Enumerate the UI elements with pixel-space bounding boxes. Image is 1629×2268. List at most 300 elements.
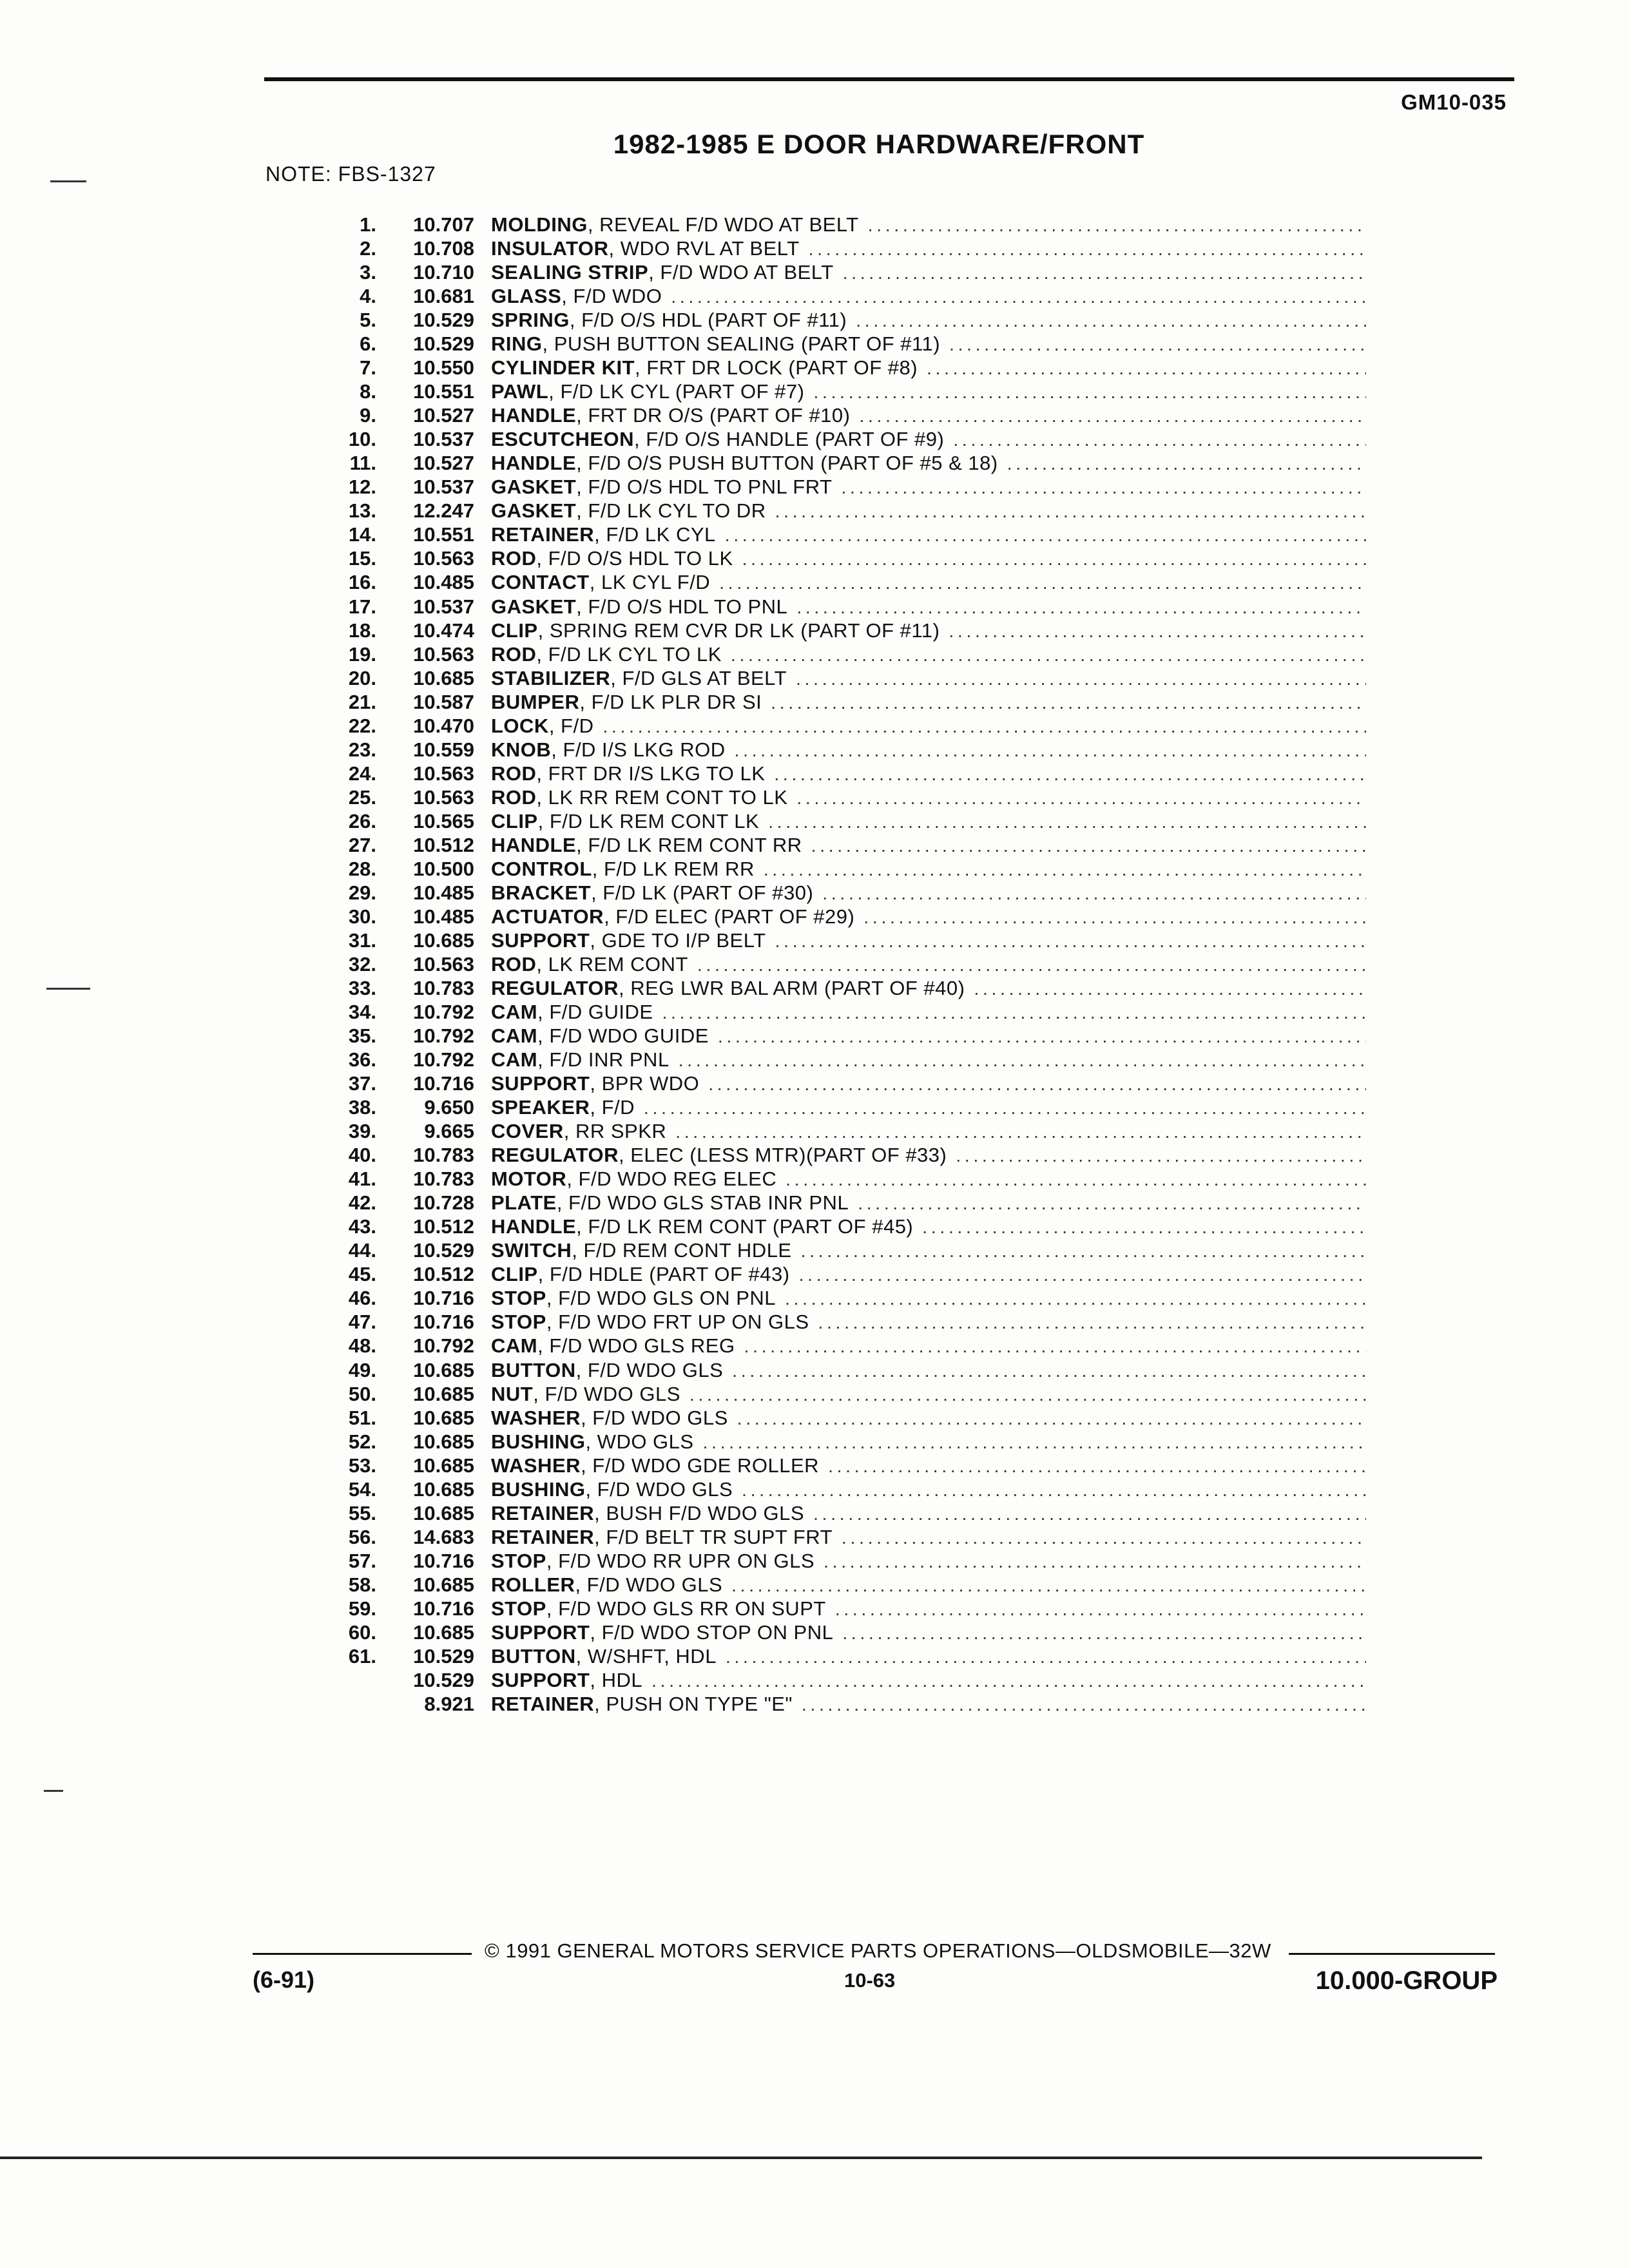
part-description: , LK CYL F/D <box>589 571 711 594</box>
part-group-number: 10.485 <box>413 571 474 594</box>
part-number: 16. <box>348 571 376 594</box>
dot-leader <box>868 213 1366 237</box>
dot-leader <box>651 1669 1366 1693</box>
part-group-number: 10.537 <box>413 476 474 499</box>
part-group-number: 10.716 <box>413 1311 474 1334</box>
part-name: CAM <box>491 1001 538 1024</box>
part-row <box>271 1358 1366 1382</box>
part-name: RETAINER <box>491 1692 595 1715</box>
top-rule <box>264 77 1514 81</box>
part-group-number: 10.529 <box>413 309 474 332</box>
part-number: 28. <box>348 857 376 880</box>
part-description: , F/D O/S HDL TO PNL FRT <box>576 476 833 499</box>
part-name: GASKET <box>491 595 577 618</box>
parts-list <box>271 213 1366 1716</box>
part-group-number: 10.685 <box>413 1382 474 1405</box>
part-name: HANDLE <box>491 452 577 475</box>
dot-leader <box>841 476 1366 499</box>
part-row <box>271 1549 1366 1573</box>
part-row <box>271 570 1366 594</box>
page-number: 10-63 <box>844 1969 896 1992</box>
part-description: , F/D ELEC (PART OF #29) <box>604 905 855 928</box>
part-number: 14. <box>348 523 376 546</box>
part-group-number: 10.474 <box>413 619 474 642</box>
part-row <box>271 1262 1366 1286</box>
part-number: 51. <box>348 1406 376 1429</box>
part-group-number: 10.529 <box>413 332 474 356</box>
part-group-number: 10.537 <box>413 595 474 618</box>
part-description: , HDL <box>590 1668 643 1691</box>
part-group-number: 10.716 <box>413 1597 474 1620</box>
part-name: CLIP <box>491 1263 538 1286</box>
dot-leader <box>953 428 1366 452</box>
dot-leader <box>732 1359 1366 1383</box>
part-row <box>271 1000 1366 1024</box>
part-row <box>271 928 1366 952</box>
part-description: , F/D WDO AT BELT <box>648 261 834 284</box>
part-number: 57. <box>348 1549 376 1572</box>
part-group-number: 10.587 <box>413 690 474 713</box>
part-description: , F/D WDO GLS <box>575 1358 724 1381</box>
part-name: WASHER <box>491 1406 581 1429</box>
part-name: CAM <box>491 1048 538 1072</box>
part-description: , F/D GLS AT BELT <box>610 666 787 689</box>
part-number: 20. <box>348 666 376 689</box>
part-description: , F/D WDO GLS <box>533 1382 680 1405</box>
part-group-number: 10.500 <box>413 857 474 880</box>
part-number: 36. <box>348 1048 376 1072</box>
part-group-number: 10.551 <box>413 380 474 403</box>
part-description: , F/D WDO <box>561 285 662 308</box>
dot-leader <box>735 738 1366 762</box>
part-group-number: 10.708 <box>413 237 474 260</box>
part-number: 56. <box>348 1525 376 1548</box>
part-name: ROD <box>491 547 537 570</box>
part-row <box>271 546 1366 570</box>
part-number: 38. <box>348 1096 376 1119</box>
part-name: COVER <box>491 1120 564 1143</box>
part-name: ACTUATOR <box>491 905 604 928</box>
part-number: 31. <box>348 928 376 952</box>
dot-leader <box>744 1334 1366 1358</box>
part-name: CLIP <box>491 619 538 642</box>
dot-leader <box>731 1573 1366 1597</box>
part-row <box>271 1072 1366 1095</box>
part-description: , F/D WDO RR UPR ON GLS <box>546 1549 815 1572</box>
part-name: CYLINDER KIT <box>491 356 635 380</box>
part-number: 41. <box>348 1168 376 1191</box>
part-group-number: 10.685 <box>413 1620 474 1644</box>
part-number: 27. <box>348 833 376 856</box>
part-number: 48. <box>348 1334 376 1358</box>
part-number: 24. <box>348 762 376 785</box>
part-group-number: 10.512 <box>413 1215 474 1238</box>
dot-leader <box>796 667 1366 691</box>
part-name: LOCK <box>491 714 549 737</box>
part-name: INSULATOR <box>491 237 609 260</box>
page-code: GM10-035 <box>1401 90 1507 114</box>
part-name: MOLDING <box>491 213 588 236</box>
part-number: 58. <box>348 1573 376 1596</box>
part-description: , F/D O/S HDL TO PNL <box>576 595 788 618</box>
dot-leader <box>956 1144 1366 1168</box>
part-name: ROLLER <box>491 1573 575 1596</box>
part-name: GLASS <box>491 285 562 308</box>
part-name: GASKET <box>491 499 577 523</box>
part-name: BUTTON <box>491 1358 576 1381</box>
part-description: , F/D LK REM RR <box>592 857 755 880</box>
part-name: BRACKET <box>491 881 592 904</box>
part-number: 53. <box>348 1454 376 1477</box>
part-name: BUMPER <box>491 690 580 713</box>
part-group-number: 10.728 <box>413 1191 474 1215</box>
part-description: , F/D WDO STOP ON PNL <box>590 1620 834 1644</box>
part-number: 10. <box>348 428 376 451</box>
part-description: , RR SPKR <box>563 1120 667 1143</box>
part-group-number: 10.551 <box>413 523 474 546</box>
dot-leader <box>675 1120 1366 1144</box>
dot-leader <box>719 571 1366 595</box>
part-name: RING <box>491 332 543 356</box>
part-row <box>271 690 1366 714</box>
part-row <box>271 738 1366 762</box>
part-name: HANDLE <box>491 404 577 427</box>
part-row <box>271 1477 1366 1501</box>
dot-leader <box>811 834 1366 858</box>
part-name: BUTTON <box>491 1644 576 1667</box>
part-group-number: 8.921 <box>424 1692 474 1715</box>
dot-leader <box>785 1287 1366 1311</box>
part-number: 19. <box>348 642 376 666</box>
part-group-number: 10.685 <box>413 666 474 689</box>
dot-leader <box>737 1407 1366 1430</box>
part-group-number: 10.529 <box>413 1239 474 1262</box>
part-row <box>271 499 1366 523</box>
part-name: CONTROL <box>491 857 592 880</box>
dot-leader <box>802 1693 1366 1716</box>
part-description: , F/D WDO GLS <box>575 1573 723 1596</box>
part-name: SUPPORT <box>491 1668 590 1691</box>
bottom-rule <box>0 2157 1482 2159</box>
part-name: ROD <box>491 642 537 666</box>
part-row <box>271 1238 1366 1262</box>
part-group-number: 10.716 <box>413 1549 474 1572</box>
part-name: SPRING <box>491 309 570 332</box>
part-description: , WDO RVL AT BELT <box>608 237 800 260</box>
part-row <box>271 1430 1366 1454</box>
part-number: 40. <box>348 1144 376 1167</box>
part-row <box>271 1191 1366 1215</box>
part-row <box>271 284 1366 308</box>
dot-leader <box>708 1072 1366 1096</box>
dot-leader <box>843 261 1366 285</box>
part-group-number: 10.685 <box>413 1358 474 1381</box>
part-row <box>271 905 1366 928</box>
part-number: 54. <box>348 1477 376 1501</box>
part-name: SUPPORT <box>491 928 590 952</box>
part-description: , F/D LK CYL TO LK <box>536 642 722 666</box>
part-name: BUSHING <box>491 1430 586 1453</box>
part-group-number: 10.685 <box>413 1573 474 1596</box>
part-name: GASKET <box>491 476 577 499</box>
part-number: 42. <box>348 1191 376 1215</box>
part-number: 8. <box>360 380 376 403</box>
part-row <box>271 1382 1366 1406</box>
part-row <box>271 881 1366 905</box>
part-number: 50. <box>348 1382 376 1405</box>
copyright-line: © 1991 GENERAL MOTORS SERVICE PARTS OPERATIONS—OLDSMOBILE—32W <box>485 1939 1271 1962</box>
part-row <box>271 809 1366 833</box>
part-description: , F/D INR PNL <box>537 1048 670 1072</box>
part-name: STABILIZER <box>491 666 611 689</box>
part-row <box>271 1620 1366 1644</box>
part-name: NUT <box>491 1382 534 1405</box>
part-group-number: 10.792 <box>413 1048 474 1072</box>
part-number: 1. <box>360 213 376 236</box>
part-description: , F/D LK (PART OF #30) <box>591 881 814 904</box>
part-number: 23. <box>348 738 376 761</box>
part-name: RETAINER <box>491 1525 595 1548</box>
part-row <box>271 308 1366 332</box>
dot-leader <box>801 1239 1366 1263</box>
part-description: , F/D O/S HDL TO LK <box>536 547 733 570</box>
part-description: , F/D WDO GLS STAB INR PNL <box>556 1191 849 1215</box>
dot-leader <box>858 1191 1366 1215</box>
part-name: ROD <box>491 762 537 785</box>
part-number: 55. <box>348 1501 376 1524</box>
part-description: , F/D LK CYL TO DR <box>576 499 766 523</box>
part-row <box>271 1668 1366 1692</box>
part-name: SEALING STRIP <box>491 261 649 284</box>
part-group-number: 10.550 <box>413 356 474 380</box>
part-number: 7. <box>360 356 376 380</box>
part-number: 60. <box>348 1620 376 1644</box>
part-number: 30. <box>348 905 376 928</box>
part-group-number: 10.783 <box>413 977 474 999</box>
part-row <box>271 451 1366 475</box>
part-number: 26. <box>348 809 376 832</box>
part-row <box>271 619 1366 642</box>
part-number: 9. <box>360 404 376 427</box>
part-number: 39. <box>348 1120 376 1143</box>
part-row <box>271 762 1366 785</box>
dot-leader <box>742 1478 1366 1502</box>
part-number: 17. <box>348 595 376 618</box>
part-description: , F/D LK CYL (PART OF #7) <box>548 380 805 403</box>
part-group-number: 10.563 <box>413 547 474 570</box>
part-description: , REG LWR BAL ARM (PART OF #40) <box>618 977 965 999</box>
part-name: STOP <box>491 1549 546 1572</box>
part-description: , F/D WDO GLS <box>581 1406 728 1429</box>
dot-leader <box>703 1430 1366 1454</box>
part-number: 12. <box>348 476 376 499</box>
part-description: , F/D LK CYL <box>594 523 716 546</box>
part-row <box>271 260 1366 284</box>
part-group-number: 10.792 <box>413 1001 474 1024</box>
part-number: 11. <box>349 452 376 475</box>
part-group-number: 10.685 <box>413 1501 474 1524</box>
part-row <box>271 595 1366 619</box>
part-name: RETAINER <box>491 1501 595 1524</box>
part-row <box>271 356 1366 380</box>
group-label: 10.000-GROUP <box>1315 1966 1498 1995</box>
dot-leader <box>662 1001 1366 1024</box>
part-name: STOP <box>491 1311 546 1334</box>
part-group-number: 10.563 <box>413 785 474 809</box>
part-number: 15. <box>348 547 376 570</box>
dot-leader <box>771 691 1366 715</box>
part-group-number: 10.685 <box>413 1430 474 1453</box>
part-description: , F/D GUIDE <box>537 1001 653 1024</box>
part-name: PLATE <box>491 1191 557 1215</box>
part-group-number: 10.685 <box>413 928 474 952</box>
dot-leader <box>813 1502 1366 1526</box>
part-name: ESCUTCHEON <box>491 428 635 451</box>
part-number: 29. <box>348 881 376 904</box>
part-name: SWITCH <box>491 1239 572 1262</box>
part-number: 3. <box>360 261 376 284</box>
part-row <box>271 1501 1366 1525</box>
part-name: REGULATOR <box>491 977 619 999</box>
part-number: 34. <box>348 1001 376 1024</box>
dot-leader <box>796 595 1366 619</box>
part-row <box>271 213 1366 236</box>
part-number: 61. <box>348 1644 376 1667</box>
footer-left-line <box>253 1953 472 1955</box>
part-description: , F/D WDO GDE ROLLER <box>581 1454 820 1477</box>
part-name: CONTACT <box>491 571 590 594</box>
part-group-number: 10.685 <box>413 1406 474 1429</box>
dot-leader <box>679 1048 1366 1072</box>
part-number: 2. <box>360 237 376 260</box>
dot-leader <box>796 786 1366 810</box>
part-name: HANDLE <box>491 1215 577 1238</box>
part-description: , F/D HDLE (PART OF #43) <box>537 1263 790 1286</box>
part-group-number: 10.707 <box>413 213 474 236</box>
part-number: 33. <box>348 977 376 999</box>
part-row <box>271 236 1366 260</box>
part-description: , F/D O/S PUSH BUTTON (PART OF #5 & 18) <box>576 452 998 475</box>
part-number: 46. <box>348 1287 376 1310</box>
dot-leader <box>828 1454 1366 1478</box>
part-row <box>271 1644 1366 1668</box>
part-number: 4. <box>360 285 376 308</box>
part-group-number: 9.665 <box>424 1120 474 1143</box>
dot-leader <box>644 1096 1366 1120</box>
part-row <box>271 1119 1366 1143</box>
dot-leader <box>842 1621 1366 1645</box>
part-name: RETAINER <box>491 523 595 546</box>
dot-leader <box>775 929 1366 953</box>
dot-leader <box>726 1645 1366 1669</box>
part-group-number: 10.783 <box>413 1144 474 1167</box>
part-group-number: 10.792 <box>413 1334 474 1358</box>
part-description: , PUSH ON TYPE "E" <box>594 1692 793 1715</box>
dot-leader <box>974 977 1366 1001</box>
part-number: 35. <box>348 1024 376 1048</box>
part-description: , F/D LK REM CONT (PART OF #45) <box>576 1215 914 1238</box>
part-group-number: 14.683 <box>413 1525 474 1548</box>
dot-leader <box>718 1024 1366 1048</box>
footer-right-line <box>1289 1953 1495 1955</box>
part-name: WASHER <box>491 1454 581 1477</box>
part-row <box>271 785 1366 809</box>
dot-leader <box>768 810 1366 834</box>
part-number: 32. <box>348 952 376 975</box>
part-description: , WDO GLS <box>585 1430 694 1453</box>
part-description: , F/D WDO REG ELEC <box>566 1168 777 1191</box>
dot-leader <box>809 237 1366 261</box>
part-row <box>271 1525 1366 1549</box>
dot-leader <box>822 881 1366 905</box>
part-row <box>271 1024 1366 1048</box>
dot-leader <box>818 1311 1366 1334</box>
part-description: , FRT DR O/S (PART OF #10) <box>576 404 851 427</box>
part-description: , REVEAL F/D WDO AT BELT <box>587 213 859 236</box>
part-group-number: 10.710 <box>413 261 474 284</box>
part-name: CAM <box>491 1334 538 1358</box>
part-group-number: 10.563 <box>413 952 474 975</box>
part-group-number: 10.716 <box>413 1072 474 1095</box>
part-row <box>271 332 1366 356</box>
part-number: 47. <box>348 1311 376 1334</box>
part-description: , F/D <box>548 714 594 737</box>
part-description: , F/D WDO GLS ON PNL <box>546 1287 776 1310</box>
part-name: STOP <box>491 1597 546 1620</box>
part-group-number: 10.559 <box>413 738 474 761</box>
dot-leader <box>697 953 1366 977</box>
part-description: , SPRING REM CVR DR LK (PART OF #11) <box>537 619 940 642</box>
page-title: 1982-1985 E DOOR HARDWARE/FRONT <box>613 129 1145 159</box>
part-description: , F/D <box>590 1096 635 1119</box>
part-number: 6. <box>360 332 376 356</box>
part-group-number: 10.716 <box>413 1287 474 1310</box>
part-row <box>271 1573 1366 1597</box>
dot-leader <box>949 332 1366 356</box>
part-row <box>271 1286 1366 1310</box>
part-group-number: 10.681 <box>413 285 474 308</box>
part-number: 59. <box>348 1597 376 1620</box>
part-number: 44. <box>348 1239 376 1262</box>
part-description: , F/D O/S HDL (PART OF #11) <box>569 309 847 332</box>
part-row <box>271 1143 1366 1167</box>
part-name: CAM <box>491 1024 538 1048</box>
part-number: 5. <box>360 309 376 332</box>
part-description: , F/D BELT TR SUPT FRT <box>594 1525 833 1548</box>
date-code: (6-91) <box>253 1966 315 1993</box>
part-description: , ELEC (LESS MTR)(PART OF #33) <box>618 1144 947 1167</box>
dot-leader <box>856 309 1366 332</box>
part-description: , F/D WDO GLS <box>585 1477 733 1501</box>
part-group-number: 10.527 <box>413 452 474 475</box>
part-group-number: 10.783 <box>413 1168 474 1191</box>
part-description: , F/D WDO GUIDE <box>537 1024 709 1048</box>
part-row <box>271 403 1366 427</box>
dot-leader <box>842 1526 1366 1550</box>
part-name: ROD <box>491 952 537 975</box>
part-group-number: 10.512 <box>413 1263 474 1286</box>
dot-leader <box>927 356 1366 380</box>
part-group-number: 10.563 <box>413 762 474 785</box>
part-group-number: 10.529 <box>413 1644 474 1667</box>
part-row <box>271 952 1366 976</box>
part-number: 52. <box>348 1430 376 1453</box>
part-group-number: 10.485 <box>413 905 474 928</box>
part-number: 13. <box>348 499 376 523</box>
part-row <box>271 1334 1366 1358</box>
dot-leader <box>949 619 1366 643</box>
part-number: 21. <box>348 690 376 713</box>
